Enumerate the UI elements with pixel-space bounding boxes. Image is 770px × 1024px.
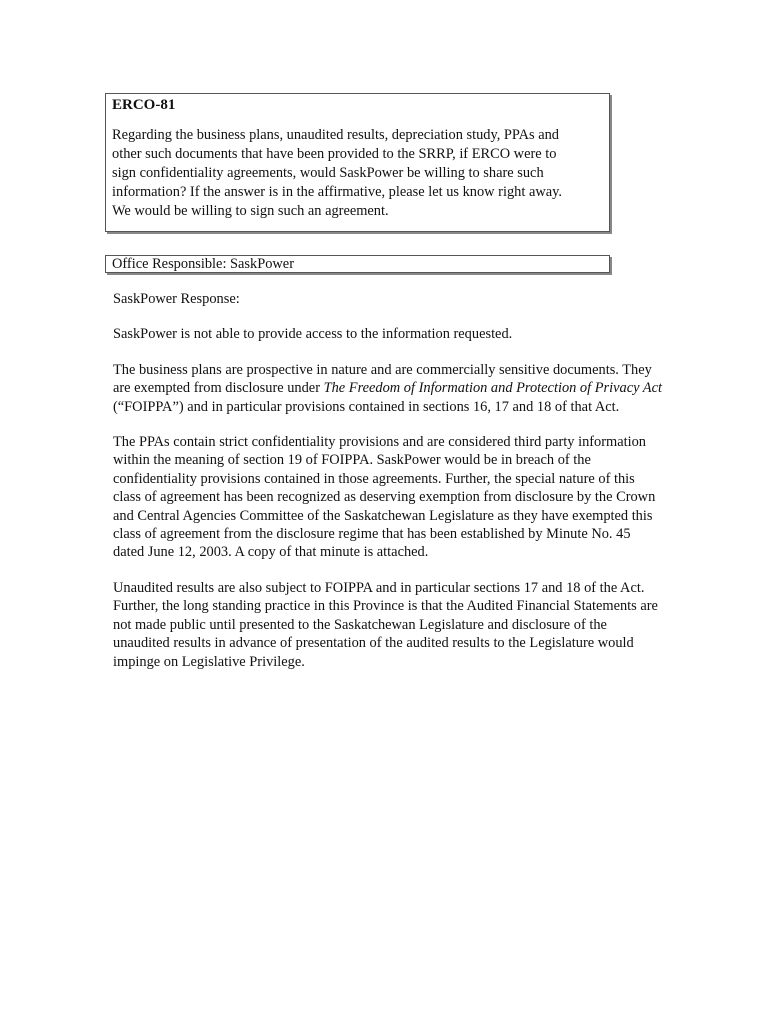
question-box [105,93,610,232]
question-id: ERCO-81 [112,97,176,113]
act-title: The Freedom of Information and Protection of Privacy Act [323,380,662,397]
office-responsible-box [105,255,610,273]
office-responsible-text: Office Responsible: SaskPower [112,256,294,272]
question-text: Regarding the business plans, unaudited results, depreciation study, PPAs and other such documents that have been provided to the SRRP, if ERCO were to sign confidentiality agreements, would SaskPower be willing to share such information? If the answer is in the affirmative, please let us know right away. We would be willing to sign such an agreement. [112,127,562,219]
response-paragraph-3: The PPAs contain strict confidentiality provisions and are considered third party information within the meaning of section 19 of FOIPPA. SaskPower would be in breach of the confidentiality provisions contained in those agreements. Further, the special nature of this class of agreement has been recognized as deserving exemption from disclosure by the Crown and Central Agencies Committee of the Saskatchewan Legislature as they have exempted this class of agreement from the disclosure regime that has been established by Minute No. 45 dated June 12, 2003. A copy of that minute is attached. [113,434,656,561]
response-paragraph-1: SaskPower is not able to provide access to the information requested. [113,326,513,343]
response-paragraph-4: Unaudited results are also subject to FOIPPA and in particular sections 17 and 18 of the Act. Further, the long standing practice in this Province is that the Audited Financial Statements are not made public until presented to the Saskatchewan Legislature and disclosure of the unaudited results in advance of presentation of the audited results to the Legislature would impinge on Legislative Privilege. [113,579,658,670]
response-heading: SaskPower Response: [113,291,240,307]
response-section [113,290,663,688]
response-paragraph-2 [113,361,663,416]
paragraph-2-lead: The business plans are prospective in nature and are commercially sensitive documents. They are exempted from disclosure under [113,361,652,397]
paragraph-2-tail: (“FOIPPA”) and in particular provisions contained in sections 16, 17 and 18 of that Act. [113,398,620,415]
